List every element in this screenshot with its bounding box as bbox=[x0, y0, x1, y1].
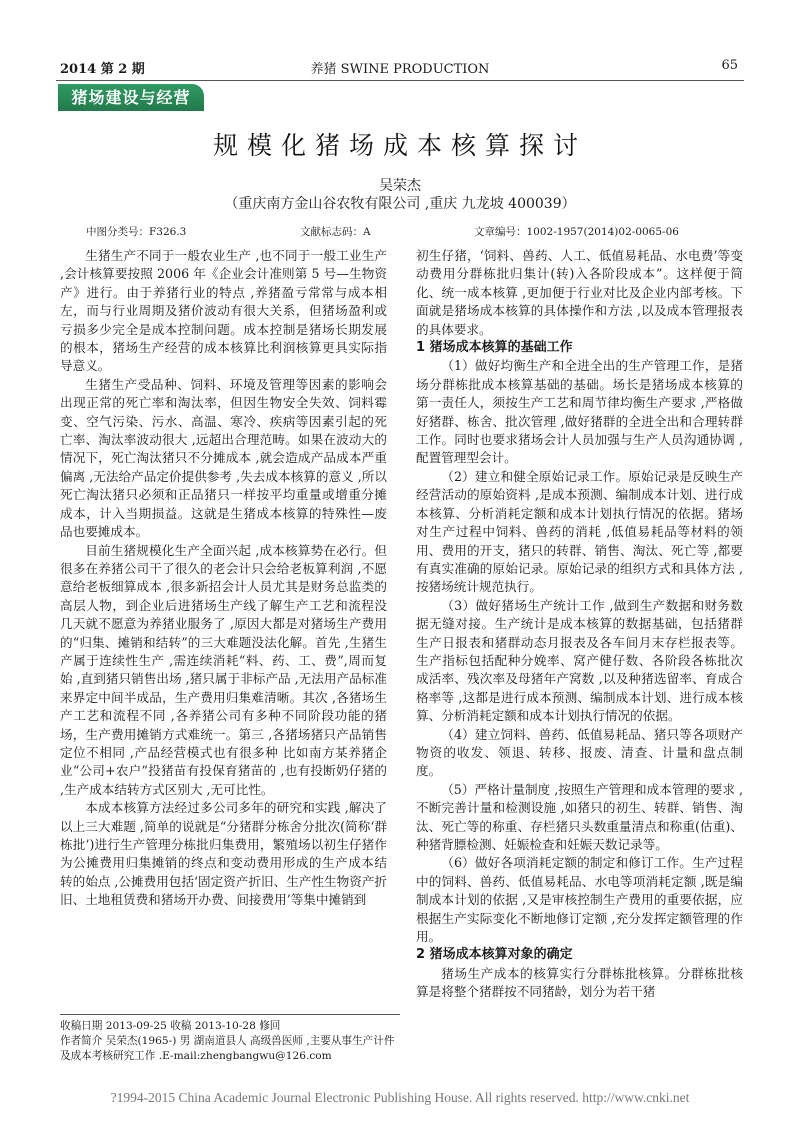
paragraph: （4）建立饲料、兽药、低值易耗品、猪只等各项财产物资的收发、领退、转移、报废、清查、计量和盘点制度。 bbox=[416, 726, 743, 779]
paragraph: 目前生猪规模化生产全面兴起 ,成本核算势在必行。但很多在养猪公司干了很久的老会计只会给老板算利润 ,不愿意给老板细算成本 ,很多新招会计人员尤其是财务总监类的高层人物，到企业后进猪场生产线了解生产工艺和流程没几天就不愿意为养猪业服务了 ,原因大都是对猪场生产费用的“归集、摊销和结转”的三大难题没法化解。首先 ,生猪生产属于连续性生产 ,需连续消耗“料、药、工、费”,周而复始 ,直到猪只销售出场 ,猪只属于非标产品 ,无法用产品标准来界定中间半成品，生产费用归集难清晰。其次 ,各猪场生产工艺和流程不同 ,各养猪公司有多种不同阶段功能的猪场，生产费用摊销方式难统一。第三 ,各猪场猪只产品销售定位不相同 ,产品经营模式也有很多种 比如南方某养猪企业“公司+农户”投猪苗有投保育猪苗的 ,也有投断奶仔猪的 ,生产成本结转方式区别大 ,无可比性。 bbox=[60, 542, 387, 797]
paragraph: 生猪生产受品种、饲料、环境及管理等因素的影响会出现正常的死亡率和淘汰率，但因生物安全失效、饲料霉变、空气污染、污水、高温、寒冷、疾病等因素引起的死亡率、淘汰率波动很大 ,远超出合理范畴。如果在波动大的情况下，死亡淘汰猪只不分摊成本 ,就会造成产品成本严重偏离 ,无法给产品定价提供参考 ,失去成本核算的意义 ,所以死亡淘汰猪只必须和正品猪只一样按平均重量或增重分摊成本，计入当期损益。这就是生猪成本核算的特殊性—废品也要摊成本。 bbox=[60, 376, 387, 540]
paragraph: （2）建立和健全原始记录工作。原始记录是反映生产经营活动的原始资料 ,是成本预测、编制成本计划、进行成本核算、分析消耗定额和成本计划执行情况的依据。猪场对生产过程中饲料、兽药的消耗 ,低值易耗品等材料的领用、费用的开支，猪只的转群、销售、淘汰、死亡等 ,都要有真实准确的原始记录。原始记录的组织方式和具体方法 ,按猪场统计规范执行。 bbox=[416, 468, 743, 595]
header-divider bbox=[56, 80, 744, 81]
paragraph: 猪场生产成本的核算实行分群栋批核算。分群栋批核算是将整个猪群按不同猪龄，划分为若干猪 bbox=[416, 965, 743, 1000]
author-bio: 作者简介 吴荣杰(1965-) 男 湖南道县人 高级兽医师 ,主要从事生产计件及成本考核研究工作 .E-mail:zhengbangwu@126.com bbox=[60, 1035, 395, 1062]
paragraph: 初生仔猪，‘饲料、兽药、人工、低值易耗品、水电费’等变动费用分群栋批归集计(转)入各阶段成本”。这样便于简化、统一成本核算 ,更加便于行业对比及企业内部考核。下面就是猪场成本核算的具体操作和方法 ,以及成本管理报表的具体要求。 bbox=[416, 248, 743, 337]
section-tag: 猪场建设与经营 bbox=[58, 84, 204, 111]
issue-label: 2014 第 2 期 bbox=[60, 62, 145, 77]
paragraph: 本成本核算方法经过多公司多年的研究和实践 ,解决了以上三大难题 ,简单的说就是“分猪群分栋舍分批次(简称‘群栋批’)进行生产管理分栋批归集费用，繁殖场以初生仔猪作为公摊费用归集摊销的终点和变动费用形成的生产成本结转的始点 ,公摊费用包括‘固定资产折旧、生产性生物资产折旧、土地租赁费和猪场开办费、间接费用’等集中摊销到 bbox=[60, 800, 387, 908]
paragraph: （6）做好各项消耗定额的制定和修订工作。生产过程中的饲料、兽药、低值易耗品、水电等项消耗定额 ,既是编制成本计划的依据 ,又是审核控制生产费用的重要依据，应根据生产实际变化不断地修订定额 ,充分发挥定额管理的作用。 bbox=[416, 855, 743, 945]
paragraph: （1）做好均衡生产和全进全出的生产管理工作，是猪场分群栋批成本核算基础的基础。场长是猪场成本核算的第一责任人，须按生产工艺和周节律均衡生产要求 ,严格做好猪群、栋舍、批次管理 ,做好猪群的全进全出和合理转群工作。同时也要求猪场会计人员加强与生产人员沟通协调 ,配置管理型会计。 bbox=[416, 358, 743, 466]
right-column bbox=[416, 247, 743, 1002]
paragraph: 生猪生产不同于一般农业生产 ,也不同于一般工业生产 ,会计核算要按照 2006 年《企业会计准则第 5 号—生物资产》进行。由于养猪行业的特点 ,养猪盈亏常常与成本相左，而与行业周期及猪价波动有很大关系，但猪场盈利或亏损多少完全是成本控制问题。成本控制是猪场长期发展的根本，猪场生产经营的成本核算比利润核算更具实际指导意义。 bbox=[60, 248, 387, 374]
footnotes bbox=[60, 1014, 400, 1064]
left-column bbox=[60, 247, 387, 910]
article-title: 规模化猪场成本核算探讨 bbox=[212, 131, 587, 160]
copyright-footer: ?1994-2015 China Academic Journal Electronic Publishing House. All rights reserved. http://www.cnki.net bbox=[110, 1090, 690, 1105]
section-heading: 1 猪场成本核算的基础工作 bbox=[416, 340, 573, 356]
article-number: 文章编号：1002-1957(2014)02-0065-06 bbox=[474, 226, 679, 238]
journal-name: 养猪 SWINE PRODUCTION bbox=[310, 62, 490, 77]
classification-number: 中图分类号：F326.3 bbox=[86, 226, 187, 238]
document-code: 文献标志码：A bbox=[300, 226, 371, 238]
author-name: 吴荣杰 bbox=[379, 178, 421, 194]
author-affiliation: （重庆南方金山谷农牧有限公司 ,重庆 九龙坡 400039） bbox=[224, 196, 576, 212]
section-heading: 2 猪场成本核算对象的确定 bbox=[416, 947, 573, 963]
page-number: 65 bbox=[721, 58, 738, 73]
paragraph: （5）严格计量制度 ,按照生产管理和成本管理的要求 ,不断完善计量和检测设施 ,如猪只的初生、转群、销售、淘汰、死亡等的称重、存栏猪只头数重量清点和称重(估重)、种猪背膘检测、妊娠检查和妊娠天数记录等。 bbox=[416, 781, 743, 852]
received-date: 收稿日期 2013-09-25 收稿 2013-10-28 修回 bbox=[60, 1020, 281, 1032]
paragraph: （3）做好猪场生产统计工作 ,做到生产数据和财务数据无缝对接。生产统计是成本核算的数据基础，包括猪群生产日报表和猪群动态月报表及各车间月末存栏报表等。生产指标包括配种分娩率、窝产健仔数、各阶段各栋批次成活率、残次率及母猪年产窝数 ,以及种猪选留率、育成合格率等 ,这都是进行成本预测、编制成本计划、进行成本核算、分析消耗定额和成本计划执行情况的依据。 bbox=[416, 597, 743, 724]
